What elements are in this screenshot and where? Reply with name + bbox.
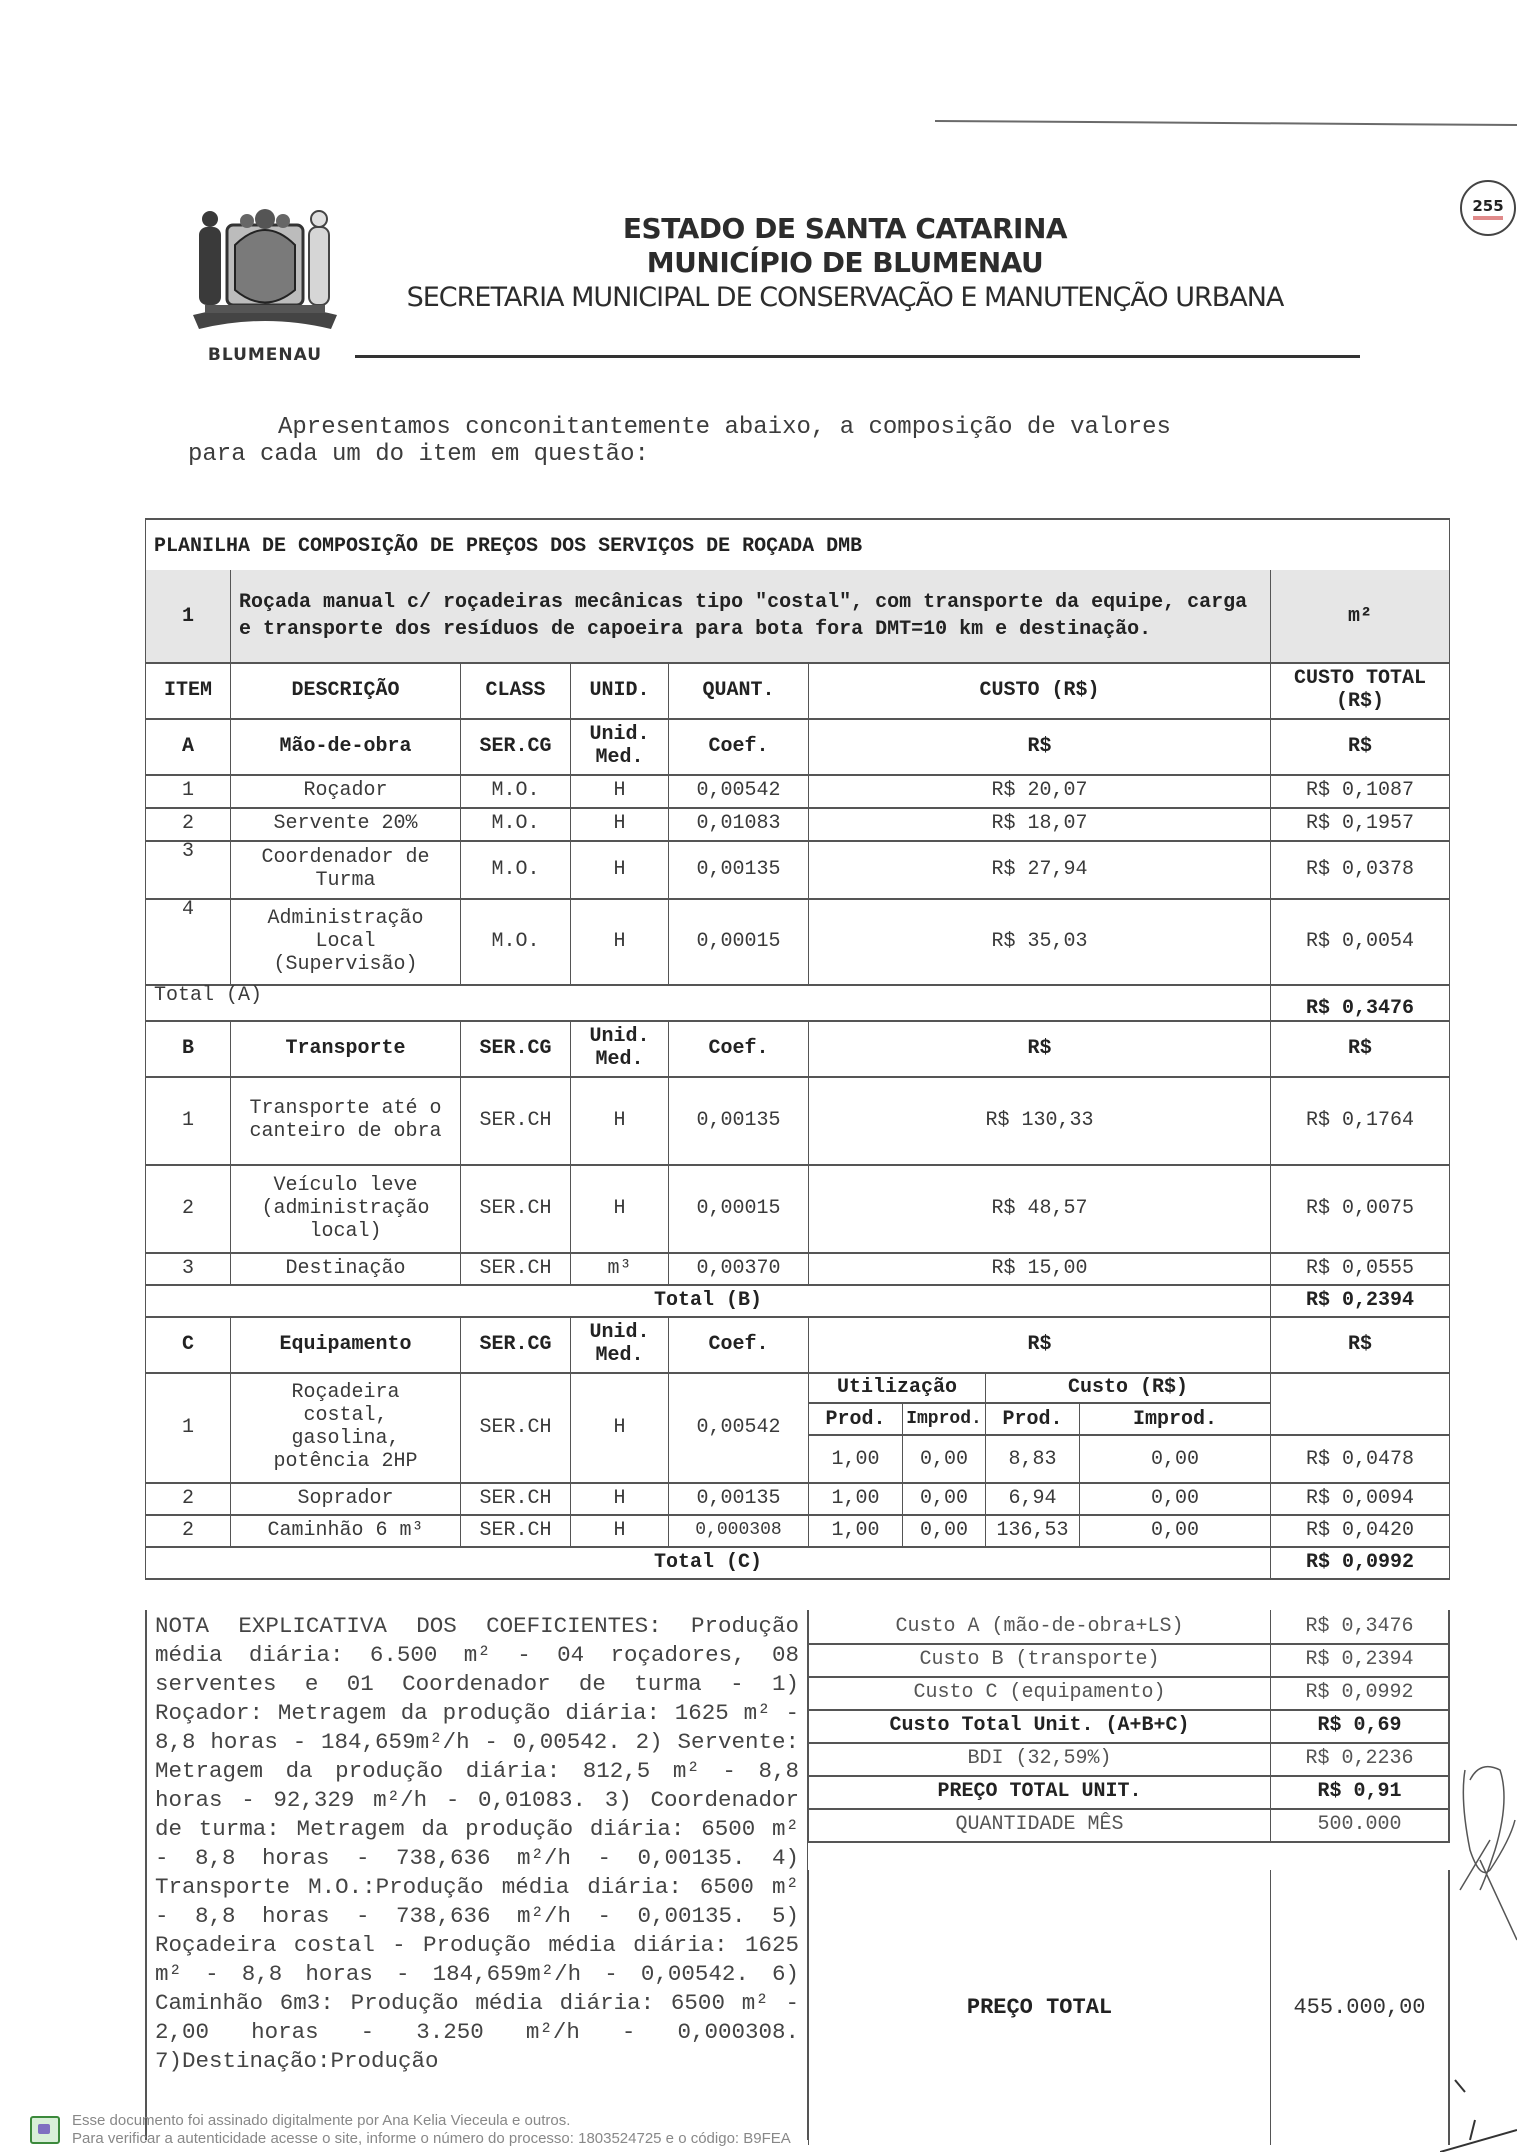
row-unit: H bbox=[570, 1076, 668, 1164]
row-total: R$ 0,0094 bbox=[1270, 1482, 1450, 1514]
col-class: CLASS bbox=[460, 662, 570, 718]
section-b-total-header: R$ bbox=[1270, 1020, 1450, 1076]
logo-label: BLUMENAU bbox=[207, 345, 323, 365]
section-b-coef: Coef. bbox=[668, 1020, 808, 1076]
row-total-spacer bbox=[1270, 1372, 1450, 1436]
row-util-improd: 0,00 bbox=[902, 1482, 985, 1514]
section-c-custo: R$ bbox=[808, 1316, 1270, 1372]
column-header-row bbox=[145, 662, 1450, 720]
intro-line-2: para cada um do item em questão: bbox=[188, 441, 649, 468]
row-item: 1 bbox=[145, 1076, 230, 1164]
total-b-row bbox=[145, 1284, 1450, 1318]
summary-value: R$ 0,91 bbox=[1270, 1775, 1450, 1808]
row-class: M.O. bbox=[460, 807, 570, 840]
row-item: 2 bbox=[145, 1514, 230, 1546]
row-class: SER.CH bbox=[460, 1076, 570, 1164]
section-c-class: SER.CG bbox=[460, 1316, 570, 1372]
row-util-prod: 1,00 bbox=[808, 1482, 902, 1514]
total-a-label: Total (A) bbox=[145, 984, 1270, 1020]
row-util-prod: 1,00 bbox=[808, 1436, 902, 1482]
footer-verification-link[interactable]: Para verificar a autenticidade acesse o site, informe o número do processo: 1803524725 e o código: B9FEA bbox=[72, 2130, 791, 2147]
table-row bbox=[145, 898, 1450, 986]
table-row bbox=[145, 1514, 1450, 1548]
row-coef: 0,00542 bbox=[668, 1372, 808, 1482]
row-total: R$ 0,0075 bbox=[1270, 1164, 1450, 1252]
summary-value: R$ 0,2394 bbox=[1270, 1643, 1450, 1676]
row-total: R$ 0,0054 bbox=[1270, 898, 1450, 984]
col-quant: QUANT. bbox=[668, 662, 808, 718]
row-unit: m³ bbox=[570, 1252, 668, 1284]
row-description: Veículo leve (administração local) bbox=[230, 1164, 460, 1252]
summary-label: PREÇO TOTAL UNIT. bbox=[808, 1775, 1270, 1808]
page-number-stamp bbox=[1460, 180, 1516, 236]
summary-label: Custo C (equipamento) bbox=[808, 1676, 1270, 1709]
row-coef: 0,00135 bbox=[668, 1482, 808, 1514]
row-unit: H bbox=[570, 1514, 668, 1546]
row-description: Caminhão 6 m³ bbox=[230, 1514, 460, 1546]
row-total: R$ 0,0478 bbox=[1270, 1436, 1450, 1482]
row-custo-prod: 6,94 bbox=[985, 1482, 1079, 1514]
total-a-row bbox=[145, 984, 1450, 1022]
scan-edge-line bbox=[935, 120, 1517, 126]
summary-label: BDI (32,59%) bbox=[808, 1742, 1270, 1775]
row-item: 3 bbox=[145, 1252, 230, 1284]
row-total: R$ 0,0420 bbox=[1270, 1514, 1450, 1546]
row-item: 2 bbox=[145, 807, 230, 840]
row-unit: H bbox=[570, 1482, 668, 1514]
preco-total-value: 455.000,00 bbox=[1270, 1870, 1450, 2145]
digital-signature-footer bbox=[30, 2112, 1330, 2152]
row-total: R$ 0,0555 bbox=[1270, 1252, 1450, 1284]
row-custo-prod: 136,53 bbox=[985, 1514, 1079, 1546]
row-util-improd: 0,00 bbox=[902, 1514, 985, 1546]
summary-label: Custo Total Unit. (A+B+C) bbox=[808, 1709, 1270, 1742]
summary-value: R$ 0,3476 bbox=[1270, 1610, 1450, 1643]
table-row bbox=[145, 1164, 1450, 1254]
summary-row-bdi bbox=[808, 1742, 1450, 1777]
section-b-class: SER.CG bbox=[460, 1020, 570, 1076]
row-class: SER.CH bbox=[460, 1372, 570, 1482]
row-coef: 0,00542 bbox=[668, 774, 808, 807]
row-custo-prod: 8,83 bbox=[985, 1436, 1079, 1482]
document-header bbox=[370, 212, 1320, 316]
service-row bbox=[145, 570, 1450, 664]
coat-of-arms-icon bbox=[185, 205, 345, 345]
page-number: 255 bbox=[1472, 197, 1504, 215]
row-item: 1 bbox=[145, 1372, 230, 1482]
row-item: 3 bbox=[145, 840, 230, 898]
summary-label: QUANTIDADE MÊS bbox=[808, 1808, 1270, 1841]
section-a-total-header: R$ bbox=[1270, 718, 1450, 774]
row-cost: R$ 15,00 bbox=[808, 1252, 1270, 1284]
section-c-code: C bbox=[145, 1316, 230, 1372]
blumenau-coat-of-arms-logo bbox=[185, 205, 345, 365]
signature-mark bbox=[1440, 1740, 1517, 2152]
table-row bbox=[145, 1076, 1450, 1166]
total-b-label: Total (B) bbox=[145, 1284, 1270, 1316]
explanatory-note: NOTA EXPLICATIVA DOS COEFICIENTES: Produção média diária: 6.500 m² - 04 roçadores, 08 serventes e 01 Coordenador de turma - 1) Roçador: Metragem da produção diária: 1625 m² - 8,8 horas - 184,659m²/h - 0,00542. 2) Servente: Metragem da produção diária: 812,5 m² - 8,8 horas - 92,329 m²/h - 0,01083. 3) Coordenador de turma: Metragem da produção diária: 6500 m² - 8,8 horas - 738,636 m²/h - 0,00135. 4) Transporte M.O.:Produção média diária: 6500 m² - 8,8 horas - 738,636 m²/h - 0,00135. 5) Roçadeira costal - Produção média diária: 1625 m² - 8,8 horas - 184,659m²/h - 0,00542. 6) Caminhão 6m3: Produção média diária: 6500 m² - 2,00 horas - 3.250 m²/h - 0,000308. 7)Destinação:Produção bbox=[145, 1610, 808, 2140]
table-title-row bbox=[145, 518, 1450, 574]
summary-value: R$ 0,0992 bbox=[1270, 1676, 1450, 1709]
section-b-code: B bbox=[145, 1020, 230, 1076]
total-b-value: R$ 0,2394 bbox=[1270, 1284, 1450, 1316]
total-c-value: R$ 0,0992 bbox=[1270, 1546, 1450, 1578]
row-description: Roçadeira costal, gasolina, potência 2HP bbox=[230, 1372, 460, 1482]
intro-paragraph bbox=[188, 414, 1368, 468]
total-c-row bbox=[145, 1546, 1450, 1580]
secretariat-title: SECRETARIA MUNICIPAL DE CONSERVAÇÃO E MANUTENÇÃO URBANA bbox=[406, 282, 1284, 313]
section-c-unid: Unid. Med. bbox=[570, 1316, 668, 1372]
subheader-custo-prod: Prod. bbox=[985, 1404, 1079, 1436]
summary-row-quantidade-mes bbox=[808, 1808, 1450, 1843]
summary-row-preco-total-unit bbox=[808, 1775, 1450, 1810]
row-description: Destinação bbox=[230, 1252, 460, 1284]
row-class: SER.CH bbox=[460, 1514, 570, 1546]
row-total: R$ 0,1764 bbox=[1270, 1076, 1450, 1164]
total-a-value: R$ 0,3476 bbox=[1270, 984, 1450, 1020]
col-unid: UNID. bbox=[570, 662, 668, 718]
row-util-prod: 1,00 bbox=[808, 1514, 902, 1546]
section-a-class: SER.CG bbox=[460, 718, 570, 774]
row-description: Coordenador de Turma bbox=[230, 840, 460, 898]
municipality-title: MUNICÍPIO DE BLUMENAU bbox=[646, 246, 1044, 279]
col-descricao: DESCRIÇÃO bbox=[230, 662, 460, 718]
row-description: Servente 20% bbox=[230, 807, 460, 840]
table-row bbox=[145, 1482, 1450, 1516]
row-class: SER.CH bbox=[460, 1482, 570, 1514]
section-a-code: A bbox=[145, 718, 230, 774]
row-cost: R$ 35,03 bbox=[808, 898, 1270, 984]
header-divider bbox=[355, 355, 1360, 358]
summary-row-custo-c bbox=[808, 1676, 1450, 1711]
section-c-header bbox=[145, 1316, 1450, 1374]
row-unit: H bbox=[570, 898, 668, 984]
row-item: 2 bbox=[145, 1482, 230, 1514]
subheader-utilizacao: Utilização bbox=[808, 1372, 985, 1404]
row-coef: 0,01083 bbox=[668, 807, 808, 840]
preco-total-label: PREÇO TOTAL bbox=[808, 1870, 1270, 2145]
row-cost: R$ 27,94 bbox=[808, 840, 1270, 898]
section-c-name: Equipamento bbox=[230, 1316, 460, 1372]
summary-label: Custo A (mão-de-obra+LS) bbox=[808, 1610, 1270, 1643]
row-unit: H bbox=[570, 840, 668, 898]
row-unit: H bbox=[570, 1164, 668, 1252]
section-a-name: Mão-de-obra bbox=[230, 718, 460, 774]
col-custo: CUSTO (R$) bbox=[808, 662, 1270, 718]
summary-value: R$ 0,69 bbox=[1270, 1709, 1450, 1742]
summary-value: 500.000 bbox=[1270, 1808, 1450, 1841]
digital-signature-icon bbox=[30, 2116, 60, 2144]
row-custo-improd: 0,00 bbox=[1079, 1436, 1270, 1482]
table-row bbox=[145, 774, 1450, 809]
footer-line-1: Esse documento foi assinado digitalmente por Ana Kelia Vieceula e outros. bbox=[72, 2112, 571, 2129]
service-description: Roçada manual c/ roçadeiras mecânicas tipo "costal", com transporte da equipe, carga e transporte dos resíduos de capoeira para bota fora DMT=10 km e destinação. bbox=[230, 570, 1270, 662]
summary-row-custo-b bbox=[808, 1643, 1450, 1678]
col-custo-total: CUSTO TOTAL (R$) bbox=[1270, 662, 1450, 718]
section-a-unid: Unid. Med. bbox=[570, 718, 668, 774]
subheader-custo-rs: Custo (R$) bbox=[985, 1372, 1270, 1404]
row-description: Roçador bbox=[230, 774, 460, 807]
section-c-total-header: R$ bbox=[1270, 1316, 1450, 1372]
service-unit: m² bbox=[1270, 570, 1450, 662]
row-unit: H bbox=[570, 774, 668, 807]
section-a-coef: Coef. bbox=[668, 718, 808, 774]
table-row bbox=[145, 1252, 1450, 1286]
section-b-unid: Unid. Med. bbox=[570, 1020, 668, 1076]
summary-row-custo-total-unit bbox=[808, 1709, 1450, 1744]
section-c-coef: Coef. bbox=[668, 1316, 808, 1372]
stamp-red-mark bbox=[1473, 216, 1503, 220]
row-class: M.O. bbox=[460, 898, 570, 984]
row-cost: R$ 130,33 bbox=[808, 1076, 1270, 1164]
preco-total-row bbox=[808, 1870, 1450, 2145]
table-row bbox=[145, 840, 1450, 900]
row-class: SER.CH bbox=[460, 1252, 570, 1284]
row-item: 2 bbox=[145, 1164, 230, 1252]
section-b-name: Transporte bbox=[230, 1020, 460, 1076]
row-custo-improd: 0,00 bbox=[1079, 1514, 1270, 1546]
row-unit: H bbox=[570, 1372, 668, 1482]
row-description: Administração Local (Supervisão) bbox=[230, 898, 460, 984]
row-class: M.O. bbox=[460, 840, 570, 898]
table-title: PLANILHA DE COMPOSIÇÃO DE PREÇOS DOS SERVIÇOS DE ROÇADA DMB bbox=[145, 520, 1450, 572]
summary-row-custo-a bbox=[808, 1610, 1450, 1645]
row-total: R$ 0,0378 bbox=[1270, 840, 1450, 898]
section-a-custo: R$ bbox=[808, 718, 1270, 774]
table-row bbox=[145, 807, 1450, 842]
row-class: M.O. bbox=[460, 774, 570, 807]
row-coef: 0,00135 bbox=[668, 1076, 808, 1164]
row-cost: R$ 48,57 bbox=[808, 1164, 1270, 1252]
subheader-custo-improd: Improd. bbox=[1079, 1404, 1270, 1436]
service-item: 1 bbox=[145, 570, 230, 662]
row-cost: R$ 18,07 bbox=[808, 807, 1270, 840]
subheader-util-improd: Improd. bbox=[902, 1404, 985, 1436]
row-unit: H bbox=[570, 807, 668, 840]
row-coef: 0,00370 bbox=[668, 1252, 808, 1284]
row-class: SER.CH bbox=[460, 1164, 570, 1252]
section-a-header bbox=[145, 718, 1450, 776]
summary-label: Custo B (transporte) bbox=[808, 1643, 1270, 1676]
row-coef: 0,00135 bbox=[668, 840, 808, 898]
summary-value: R$ 0,2236 bbox=[1270, 1742, 1450, 1775]
row-coef: 0,000308 bbox=[668, 1514, 808, 1546]
row-total: R$ 0,1087 bbox=[1270, 774, 1450, 807]
subheader-util-prod: Prod. bbox=[808, 1404, 902, 1436]
state-title: ESTADO DE SANTA CATARINA bbox=[622, 212, 1068, 245]
row-item: 1 bbox=[145, 774, 230, 807]
row-description: Soprador bbox=[230, 1482, 460, 1514]
row-custo-improd: 0,00 bbox=[1079, 1482, 1270, 1514]
row-description: Transporte até o canteiro de obra bbox=[230, 1076, 460, 1164]
table-row bbox=[145, 1372, 1450, 1484]
row-item: 4 bbox=[145, 898, 230, 984]
section-b-header bbox=[145, 1020, 1450, 1078]
row-coef: 0,00015 bbox=[668, 898, 808, 984]
row-cost: R$ 20,07 bbox=[808, 774, 1270, 807]
section-b-custo: R$ bbox=[808, 1020, 1270, 1076]
row-coef: 0,00015 bbox=[668, 1164, 808, 1252]
intro-line-1: Apresentamos conconitantemente abaixo, a composição de valores bbox=[278, 414, 1171, 441]
total-c-label: Total (C) bbox=[145, 1546, 1270, 1578]
col-item: ITEM bbox=[145, 662, 230, 718]
row-util-improd: 0,00 bbox=[902, 1436, 985, 1482]
row-total: R$ 0,1957 bbox=[1270, 807, 1450, 840]
